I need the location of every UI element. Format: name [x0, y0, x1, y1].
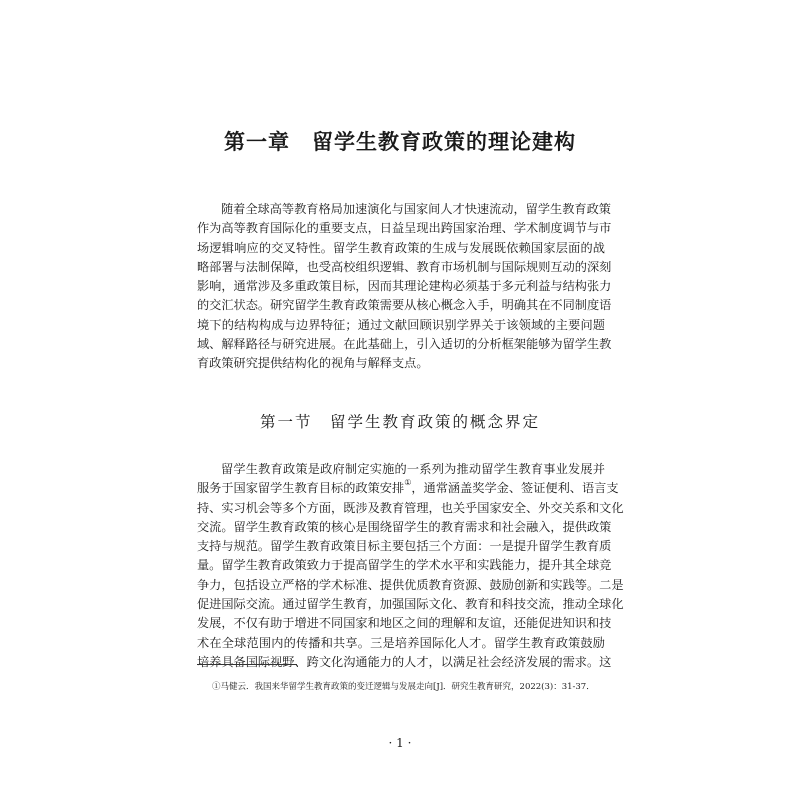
- intro-line: 随着全球高等教育格局加速演化与国家间人才快速流动，留学生教育政策: [221, 202, 611, 216]
- section-line: 术在全球范围内的传播和共享。三是培养国际化人才。留学生教育政策鼓励: [197, 635, 605, 650]
- section-line: 持、实习机会等多个方面，既涉及教育管理，也关乎国家安全、外交关系和文化: [197, 500, 624, 515]
- section-title: 第一节 留学生教育政策的概念界定: [259, 413, 540, 431]
- intro-paragraph: [197, 200, 612, 374]
- section-line: 培养具备国际视野、跨文化沟通能力的人才，以满足社会经济发展的需求。这: [197, 654, 612, 669]
- intro-line: 的交汇状态。研究留学生教育政策需要从核心概念入手，明确其在不同制度语: [197, 298, 612, 313]
- section-line: 交流。留学生教育政策的核心是围绕留学生的教育需求和社会融入，提供政策: [197, 519, 612, 534]
- page-number: · 1 ·: [388, 736, 412, 750]
- section-paragraph: [197, 460, 624, 672]
- intro-line: 影响，通常涉及多重政策目标，因而其理论建构必须基于多元利益与结构张力: [197, 279, 612, 294]
- section-line: 争力，包括设立严格的学术标准、提供优质教育资源、鼓励创新和实践等。二是: [197, 577, 624, 592]
- intro-line: 作为高等教育国际化的重要支点，日益呈现出跨国家治理、学术制度调节与市: [197, 221, 612, 236]
- section-line-with-footnote: [197, 478, 619, 498]
- footnote-divider: [197, 664, 297, 665]
- intro-line: 域、解释路径与研究进展。在此基础上，引入适切的分析框架能够为留学生教: [197, 337, 612, 352]
- section-line-part: 服务于国家留学生教育目标的政策安排: [197, 481, 405, 496]
- intro-line: 境下的结构构成与边界特征；通过文献回顾识别学界关于该领域的主要问题: [197, 317, 605, 332]
- section-line: 留学生教育政策是政府制定实施的一系列为推动留学生教育事业发展并: [221, 462, 605, 476]
- intro-line: 育政策研究提供结构化的视角与解释支点。: [197, 356, 429, 371]
- section-line: 量。留学生教育政策致力于提高留学生的学术水平和实践能力，提升其全球竞: [197, 558, 612, 573]
- footnote: ①马健云．我国来华留学生教育政策的变迁逻辑与发展走向[J]．研究生教育研究，2022(3)：31-37．: [212, 682, 595, 692]
- section-line: 发展，不仅有助于增进不同国家和地区之间的理解和友谊，还能促进知识和技: [197, 616, 612, 631]
- intro-line: 场逻辑响应的交叉特性。留学生教育政策的生成与发展既依赖国家层面的战: [197, 240, 605, 255]
- intro-line: 略部署与法制保障，也受高校组织逻辑、教育市场机制与国际规则互动的深刻: [197, 259, 612, 274]
- section-line: 支持与规范。留学生教育政策目标主要包括三个方面：一是提升留学生教育质: [197, 539, 612, 554]
- section-line: 促进国际交流。通过留学生教育，加强国际文化、教育和科技交流，推动全球化: [197, 597, 624, 612]
- footnote-reference[interactable]: ①: [404, 478, 412, 488]
- chapter-title: 第一章 留学生教育政策的理论建构: [224, 129, 576, 154]
- section-line-part: ，通常涵盖奖学金、签证便利、语言支: [411, 481, 619, 496]
